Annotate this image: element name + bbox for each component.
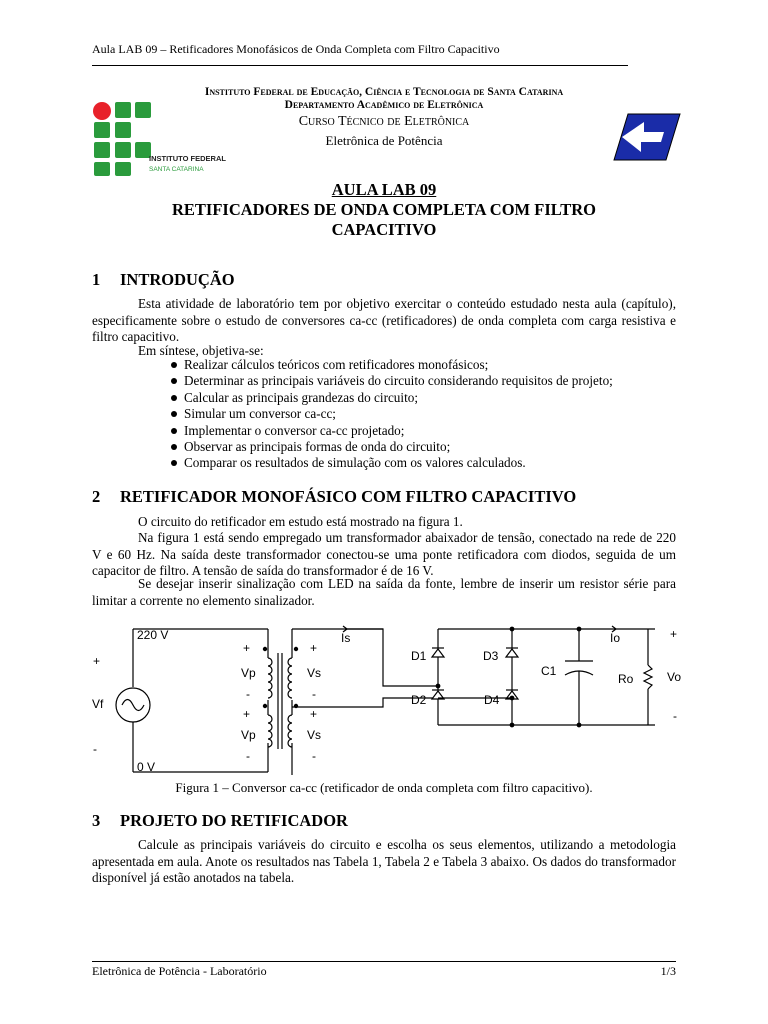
list-item: Comparar os resultados de simulação com os valores calculados.: [92, 455, 613, 471]
label-vo-minus: -: [673, 709, 677, 723]
list-item: Determinar as principais variáveis do circuito considerando requisitos de projeto;: [92, 373, 613, 389]
header-rule: [92, 65, 628, 66]
list-item: Simular um conversor ca-cc;: [92, 406, 613, 422]
bullet-icon: [171, 395, 177, 401]
list-item: Calcular as principais grandezas do circuito;: [92, 390, 613, 406]
section-title: RETIFICADOR MONOFÁSICO COM FILTRO CAPACITIVO: [120, 487, 577, 506]
section-2-paragraph-3: Se desejar inserir sinalização com LED na saída da fonte, lembre de inserir um resistor série para limitar a corrente no elemento sinalizador.: [92, 576, 676, 608]
label-vp2: Vp: [241, 728, 256, 742]
bullet-icon: [171, 378, 177, 384]
bullet-icon: [171, 460, 177, 466]
page-number: 1/3: [660, 964, 676, 978]
label-vp2-minus: -: [246, 749, 250, 763]
section-title: PROJETO DO RETIFICADOR: [120, 811, 348, 830]
ac-source: [116, 629, 150, 772]
load-resistor: [644, 629, 652, 725]
section-number: 1: [92, 270, 101, 289]
primary-coil: [268, 658, 272, 747]
objectives-list: [92, 357, 613, 472]
label-d2: D2: [411, 693, 427, 707]
section-number: 2: [92, 487, 101, 506]
department-name: Departamento Acadêmico de Eletrônica: [284, 99, 484, 111]
section-3-paragraph-1: Calcule as principais variáveis do circuito e escolha os seus elementos, utilizando a metodologia apresentada em aula. Anote os resultados nas Tabela 1, Tabela 2 e Tabela 3 abaixo. Os dados do transformador disponível já estão anotados na tabela.: [92, 837, 676, 885]
page-subtitle-line2: CAPACITIVO: [331, 220, 437, 239]
label-vs1: Vs: [307, 666, 322, 680]
label-vo-plus: +: [670, 627, 678, 641]
label-vf-plus: +: [93, 654, 101, 668]
label-is: Is: [341, 631, 351, 645]
footer-rule: [92, 961, 676, 962]
label-vp2-plus: +: [243, 707, 251, 721]
label-d3: D3: [483, 649, 499, 663]
bullet-icon: [171, 444, 177, 450]
bullet-icon: [171, 428, 177, 434]
list-item: Observar as principais formas de onda do circuito;: [92, 439, 613, 455]
logo-text-state: SANTA CATARINA: [149, 166, 204, 173]
section-2-paragraph-1: O circuito do retificador em estudo está mostrado na figura 1.: [138, 514, 463, 529]
bullet-icon: [171, 362, 177, 368]
label-vs2-plus: +: [310, 707, 318, 721]
page-title: AULA LAB 09: [331, 180, 437, 199]
section-title: INTRODUÇÃO: [120, 270, 235, 289]
label-vp1: Vp: [241, 666, 256, 680]
footer-title: Eletrônica de Potência - Laboratório: [92, 964, 267, 978]
section-1-paragraph-1: Esta atividade de laboratório tem por objetivo exercitar o conteúdo estudado nesta aula (capítulo), especificamente sobre o estudo de conversores ca-cc (retificadores) de onda completa com carga resistiva e filtro capacitivo.: [92, 296, 676, 344]
bullet-icon: [171, 411, 177, 417]
label-ro: Ro: [618, 672, 634, 686]
label-220v: 220 V: [137, 628, 169, 642]
label-0v: 0 V: [137, 760, 156, 774]
label-io: Io: [610, 631, 621, 645]
section-number: 3: [92, 811, 101, 830]
list-item: Implementar o conversor ca-cc projetado;: [92, 423, 613, 439]
institution-name: Instituto Federal de Educação, Ciência e Tecnologia de Santa Catarina: [204, 86, 564, 98]
label-vp1-plus: +: [243, 641, 251, 655]
page-subtitle-line1: RETIFICADORES DE ONDA COMPLETA COM FILTRO: [171, 200, 596, 219]
section-2-paragraph-2: Na figura 1 está sendo empregado um transformador abaixador de tensão, conectado na rede de 220 V e 60 Hz. Na saída deste transformador conectou-se uma ponte retificadora com diodos, seguida de um capacitor de filtro. A tensão de saída do transformador é de 16 V.: [92, 530, 676, 578]
section-2-heading: [92, 487, 576, 507]
section-1-paragraph-2: Em síntese, objetiva-se:: [138, 343, 264, 358]
section-1-heading: [92, 270, 235, 290]
rectifier-circuit-diagram: [85, 617, 685, 779]
label-vf-minus: -: [93, 742, 97, 756]
filter-capacitor: [565, 627, 593, 727]
label-d4: D4: [484, 693, 500, 707]
course-name: Curso Técnico de Eletrônica: [298, 114, 470, 129]
logo-text-institute: INSTITUTO FEDERAL: [149, 154, 226, 163]
label-vf: Vf: [92, 697, 104, 711]
running-header: Aula LAB 09 – Retificadores Monofásicos de Onda Completa com Filtro Capacitivo: [92, 42, 500, 56]
section-3-heading: [92, 811, 348, 831]
label-vs1-plus: +: [310, 641, 318, 655]
figure-caption: Figura 1 – Conversor ca-cc (retificador de onda completa com filtro capacitivo).: [175, 780, 593, 795]
label-d1: D1: [411, 649, 427, 663]
label-vs2-minus: -: [312, 749, 316, 763]
label-c1: C1: [541, 664, 557, 678]
label-vo: Vo: [667, 670, 682, 684]
label-vs1-minus: -: [312, 687, 316, 701]
label-vs2: Vs: [307, 728, 322, 742]
list-item: Realizar cálculos teóricos com retificadores monofásicos;: [92, 357, 613, 373]
subject-name: Eletrônica de Potência: [325, 133, 443, 148]
label-vp1-minus: -: [246, 687, 250, 701]
